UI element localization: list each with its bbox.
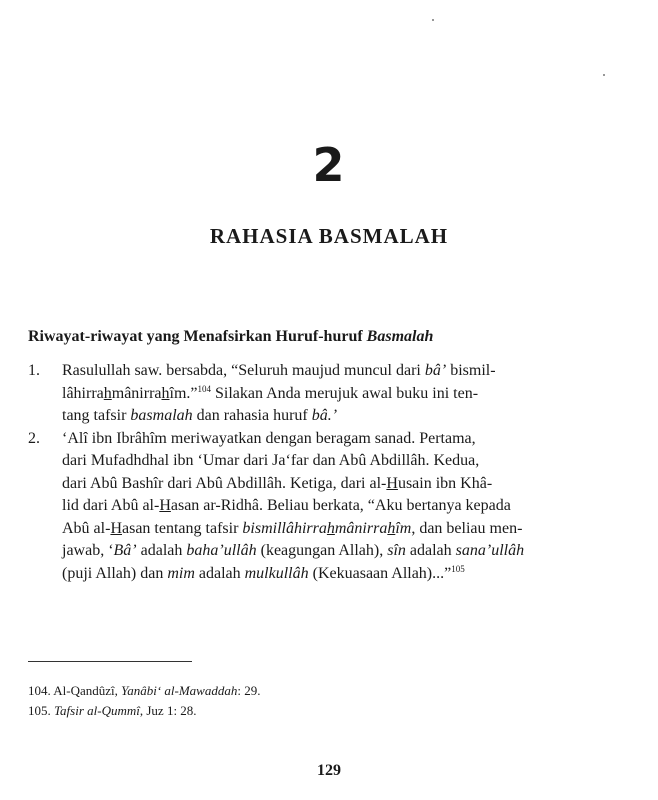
text-run: bismillâhirra [242,519,327,537]
text-run: H [386,474,398,492]
text-run: dari Abû Bashîr dari Abû Abdillâh. Ketiga, dari al- [62,474,387,492]
text-line [28,518,628,541]
text-run: lâhirra [62,384,104,402]
scan-speck [432,19,434,21]
text-line [28,360,628,383]
text-line [28,450,628,473]
text-run: bâ.’ [311,407,338,424]
text-run: mulkullâh [244,564,309,582]
text-run: usain ibn Khâ- [397,474,493,492]
text-run: : 29. [237,683,261,698]
text-run: dari Mufadhdhal ibn ‘Umar dari Ja‘far dan Abû Abdillâh. Kedua, [62,452,480,469]
footnote [28,681,628,701]
text-run: adalah [405,542,456,559]
list-item [28,360,628,428]
footnote-divider [28,661,192,662]
text-run: asan tentang tafsir [122,519,243,537]
text-run: h [161,384,170,402]
text-run: îm.” [169,384,198,402]
text-run: (Kekuasaan Allah)...” [308,564,452,582]
text-run: 105. [28,703,54,718]
text-run: 104. Al-Qandûzî, [28,683,122,698]
text-run: h [387,519,396,537]
text-line [28,495,628,518]
section-heading-text: Riwayat-riwayat yang Menafsirkan Huruf-huruf [28,328,367,345]
text-run: (puji Allah) dan [62,564,168,582]
chapter-number: 2 [312,138,346,192]
text-run: bismil- [446,362,496,379]
text-run: h [326,519,335,537]
text-line [28,383,628,406]
section-heading [28,328,638,346]
section-heading-italic: Basmalah [366,328,434,345]
text-run: Silakan Anda merujuk awal buku ini ten- [211,384,479,402]
footnotes [28,681,628,721]
text-run: adalah [136,542,187,559]
scan-speck [603,74,605,76]
footnote [28,701,628,721]
text-run: (keagungan Allah), [256,542,388,559]
list-item-number: 1. [28,362,40,379]
text-run: h [103,384,112,402]
text-run: Abû al- [62,519,111,537]
text-run: ‘Alî ibn Ibrâhîm meriwayatkan dengan beragam sanad. Pertama, [62,429,476,447]
text-run: jawab, ‘ [62,542,114,559]
text-run: Bâ’ [113,542,137,559]
text-run: baha’ullâh [186,542,257,559]
text-line [28,540,628,563]
text-run: basmalah [130,407,193,424]
list-item-number: 2. [28,429,40,447]
text-run: sana’ullâh [455,542,525,559]
text-run: adalah [194,564,245,582]
page-number: 129 [317,762,341,779]
text-line [28,473,628,496]
text-run: lid dari Abû al- [62,497,160,514]
text-run: tang tafsir [62,407,131,424]
text-run: îm [395,519,412,537]
text-run: mânirra [334,519,388,537]
text-run: dan rahasia huruf [192,407,312,424]
text-run: mânirra [111,384,162,402]
text-run: H [110,519,122,537]
footnote-ref: 105 [451,563,465,574]
text-run: Yanâbi‘ al-Mawaddah [121,683,238,698]
text-run: , dan beliau men- [411,519,523,537]
text-line [28,563,628,586]
text-run: Tafsir al-Qummî [54,703,140,718]
text-line [28,428,628,451]
text-run: , Juz 1: 28. [139,703,197,718]
footnote-ref: 104 [197,383,211,394]
hadith-list [28,360,628,585]
text-run: asan ar-Ridhâ. Beliau berkata, “Aku bertanya kepada [170,497,511,514]
text-line [28,405,628,428]
chapter-title: RAHASIA BASMALAH [209,224,449,248]
text-run: sîn [387,542,406,559]
text-run: mim [167,564,195,582]
text-run: Rasulullah saw. bersabda, “Seluruh maujud muncul dari [62,362,425,379]
text-run: H [159,497,171,514]
list-item [28,428,628,586]
text-run: bâ’ [424,362,447,379]
